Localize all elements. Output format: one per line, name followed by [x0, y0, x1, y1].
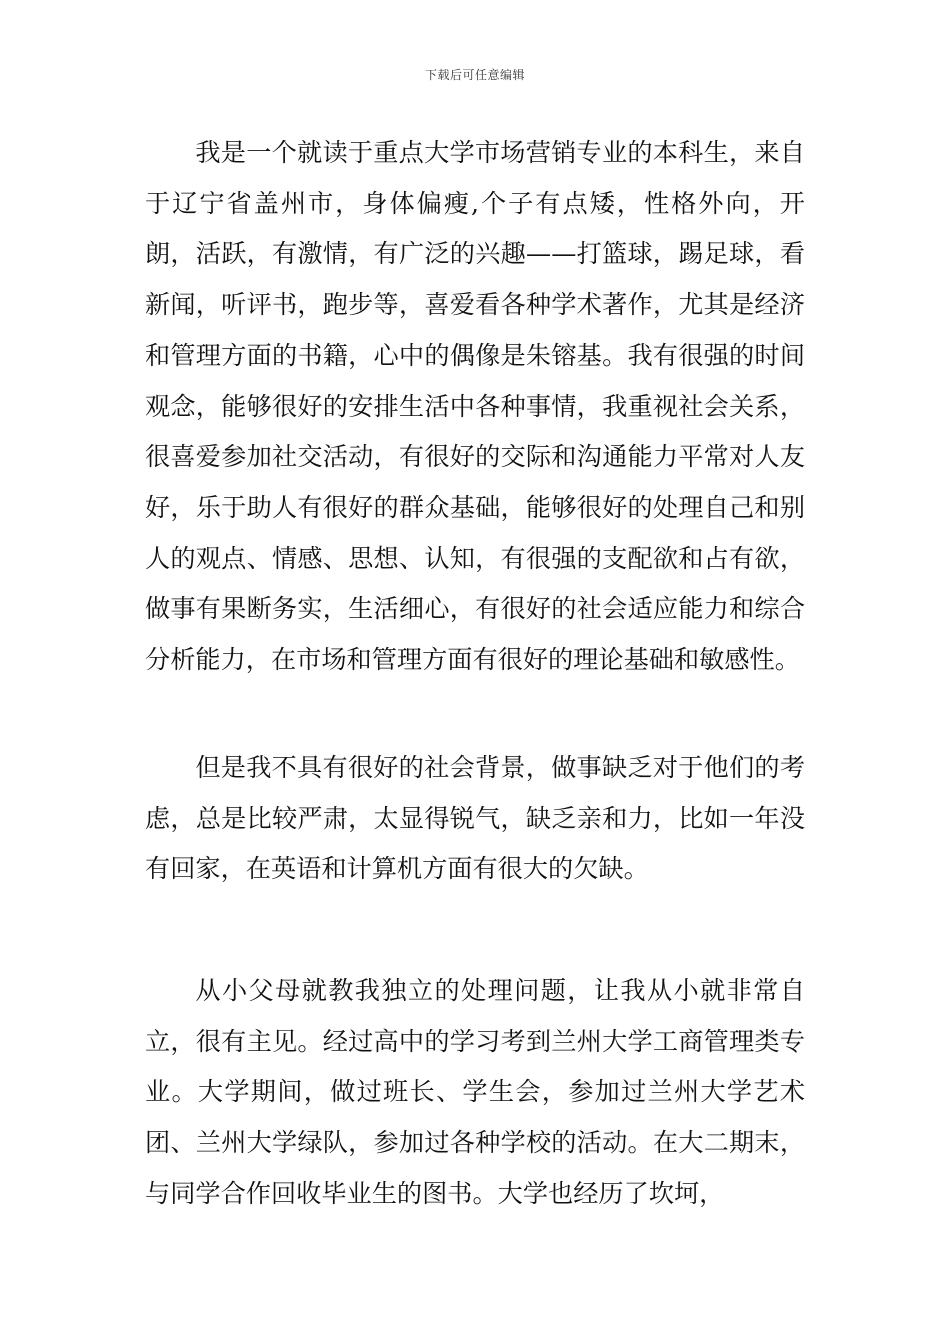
paragraph-weaknesses [145, 743, 805, 895]
paragraph-text: 但是我不具有很好的社会背景，做事缺乏对于他们的考虑，总是比较严肃，太显得锐气，缺乏亲和力，比如一年没有回家，在英语和计算机方面有很大的欠缺。 [145, 753, 805, 884]
paragraph-self-introduction [145, 128, 805, 686]
paragraph-text: 我是一个就读于重点大学市场营销专业的本科生，来自于辽宁省盖州市，身体偏瘦,个子有点矮，性格外向，开朗，活跃，有激情，有广泛的兴趣——打篮球，踢足球，看新闻，听评书，跑步等，喜爱看各种学术著作，尤其是经济和管理方面的书籍，心中的偶像是朱镕基。我有很强的时间观念，能够很好的安排生活中各种事情，我重视社会关系，很喜爱参加社交活动，有很好的交际和沟通能力平常对人友好，乐于助人有很好的群众基础，能够很好的处理自己和别人的观点、情感、思想、认知，有很强的支配欲和占有欲，做事有果断务实，生活细心，有很好的社会适应能力和综合分析能力，在市场和管理方面有很好的理论基础和敏感性。 [145, 138, 805, 675]
paragraph-text: 从小父母就教我独立的处理问题，让我从小就非常自立，很有主见。经过高中的学习考到兰州大学工商管理类专业。大学期间，做过班长、学生会，参加过兰州大学艺术团、兰州大学绿队，参加过各种学校的活动。在大二期末，与同学合作回收毕业生的图书。大学也经历了坎坷， [145, 976, 805, 1208]
paragraph-background [145, 966, 805, 1220]
header-note: 下载后可任意编辑 [424, 68, 525, 82]
